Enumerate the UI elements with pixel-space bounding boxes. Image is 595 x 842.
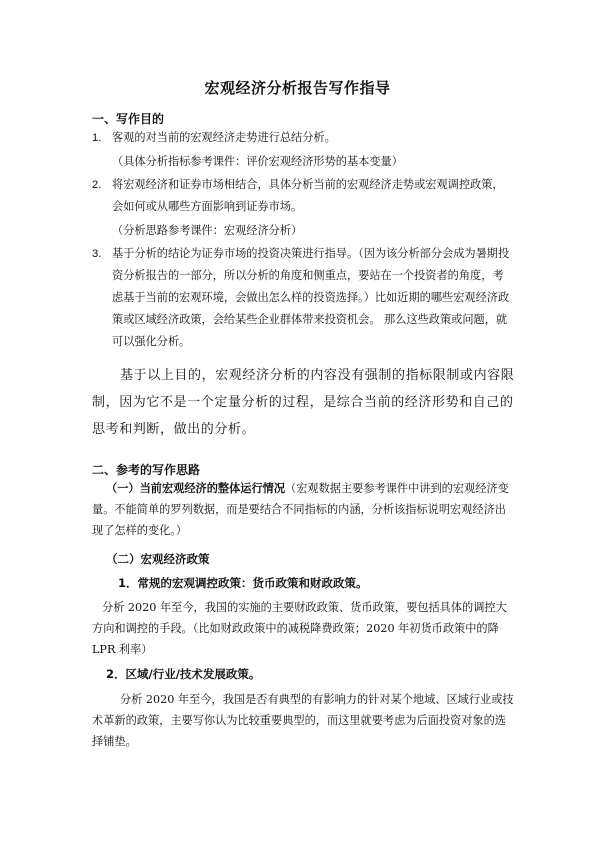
section-2-heading: 二、参考的写作思路 [92,463,201,477]
list-item-1 [92,127,512,149]
list-number: 2. [92,179,102,191]
reference-note: （具体分析指标参考课件：评价宏观经济形势的基本变量） [112,155,403,168]
list-item-2 [92,174,512,218]
list-item-text: 将宏观经济和证券市场相结合，具体分析当前的宏观经济走势或宏观调控政策，会如何或从哪些方面影响到证券市场。 [112,178,504,213]
list-number: 3. [92,248,102,260]
subsection-1-heading: 1．常规的宏观调控政策：货币政策和财政政策。 [118,576,368,590]
list-item-text: 基于分析的结论为证券市场的投资决策进行指导。（因为该分析部分会成为暑期投资分析报告的一部分，所以分析的角度和侧重点，要站在一个投资者的角度，考虑基于当前的宏观环境，会做出怎么样的投资选择。）比如近期的哪些宏观经济政策或区域经济政策，会给某些企业群体带来投资机会。 那么这些政策或问题，就可以强化分析。 [112,247,510,348]
list-number: 1. [92,132,102,144]
subsection-2-heading: 2．区域/行业/技术发展政策。 [106,667,261,681]
summary-paragraph [92,362,517,443]
section-1-heading: 一、写作目的 [92,112,165,126]
summary-text: 基于以上目的，宏观经济分析的内容没有强制的指标限制或内容限制，因为它不是一个定量分析的过程，是综合当前的经济形势和自己的思考和判断，做出的分析。 [92,368,515,437]
page-title: 宏观经济分析报告写作指导 [204,79,391,97]
subsection-2-paragraph [92,689,517,752]
list-item-3 [92,243,512,353]
subsection-2-text: 分析 2020 年至今，我国是否有典型的有影响力的针对某个地域、区域行业或技术革新的政策，主要写你认为比较重要典型的，而这里就要考虑为后面投资对象的选择铺垫。 [92,693,514,748]
part-2-heading: （二）宏观经济政策 [106,552,210,566]
subsection-1-paragraph [92,597,517,660]
part-1-paragraph [92,478,517,541]
part-1-text: （宏观数据主要参考课件中讲到的宏观经济变量。不能简单的罗列数据，而是要结合不同指标的内涵，分析该指标说明宏观经济出现了怎样的变化。） [92,482,509,537]
reference-note: （分析思路参考课件：宏观经济分析） [112,224,303,237]
subsection-1-text: 分析 2020 年至今，我国的实施的主要财政政策、货币政策，要包括具体的调控大方向和调控的手段。（比如财政政策中的减税降费政策；2020 年初货币政策中的降 LPR 利率） [92,601,507,656]
part-1-lead: （一）当前宏观经济的整体运行情况 [106,482,286,495]
list-item-text: 客观的对当前的宏观经济走势进行总结分析。 [112,131,336,144]
